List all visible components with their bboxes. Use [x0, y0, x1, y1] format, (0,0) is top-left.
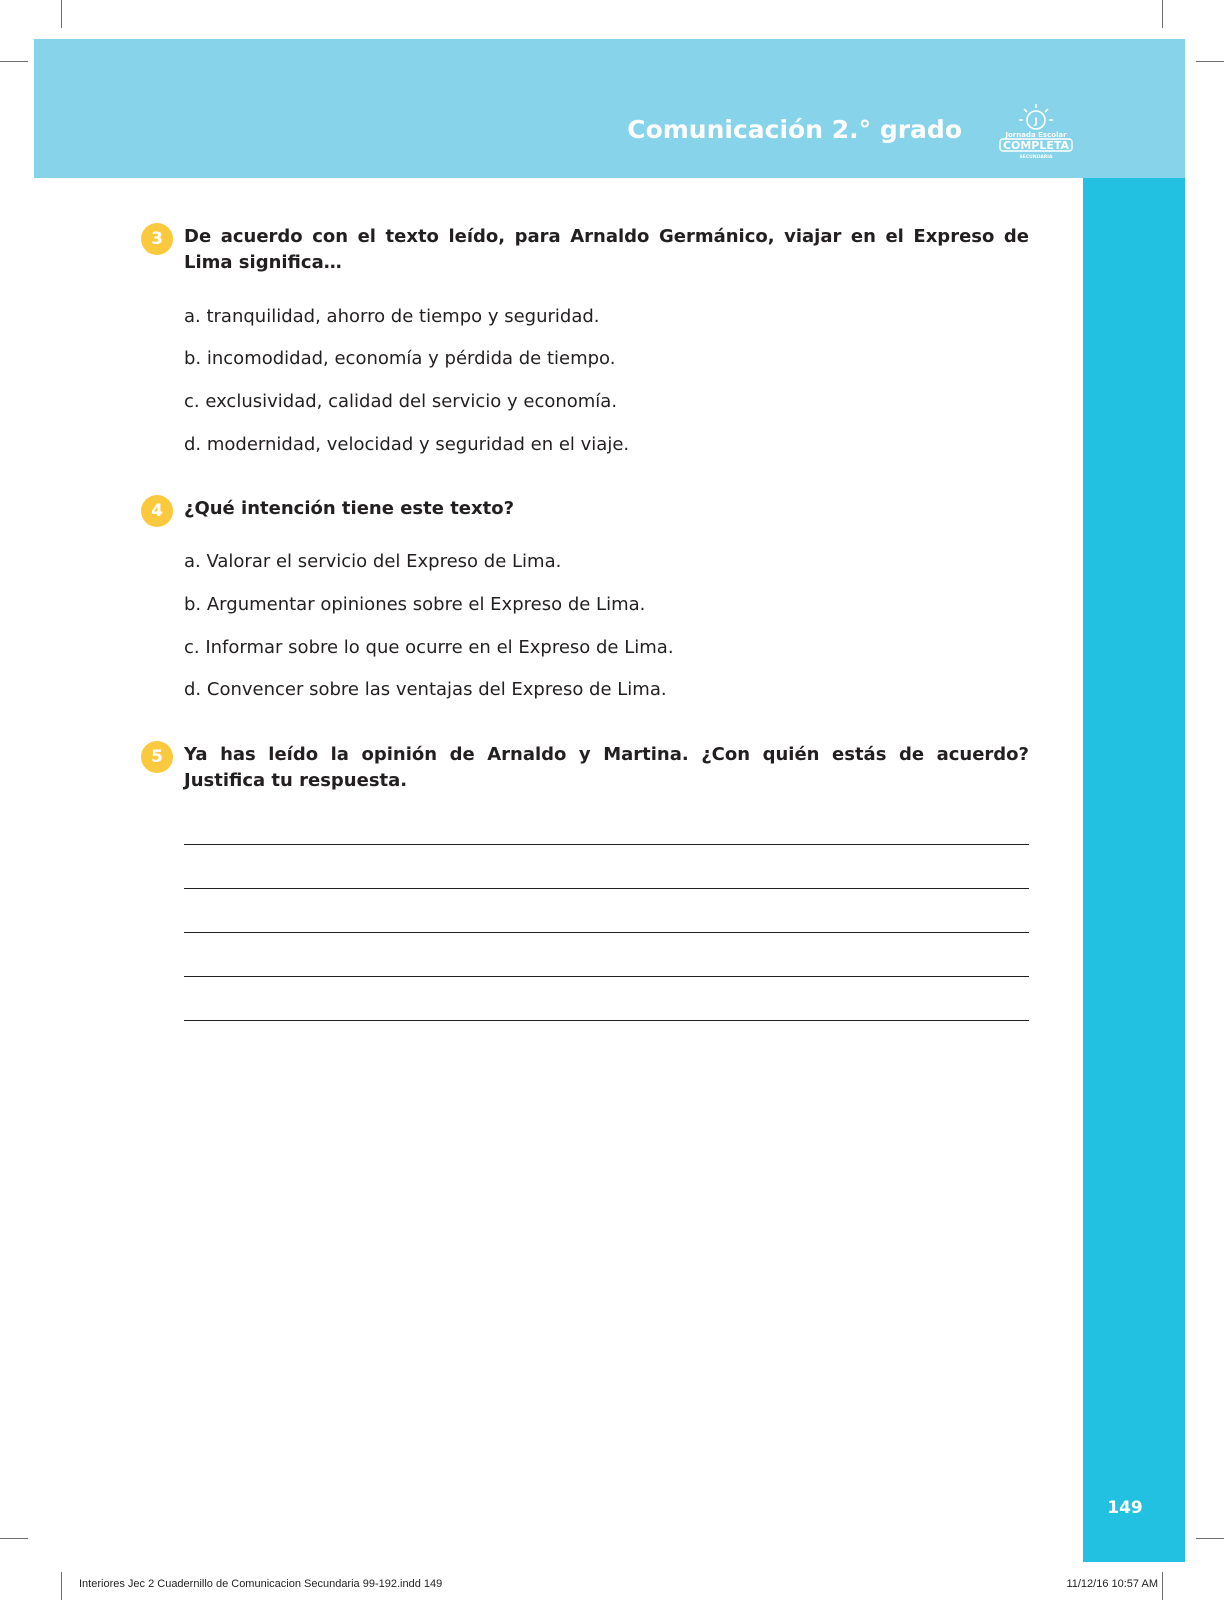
- crop-mark: [0, 1538, 28, 1539]
- logo-sub-text: SECUNDARIA: [1019, 155, 1053, 160]
- question-text: Ya has leído la opinión de Arnaldo y Martina. ¿Con quién estás de acuerdo? Justifica tu respuesta.: [184, 744, 1029, 791]
- crop-mark: [1196, 61, 1224, 62]
- question-number-badge: 5: [141, 741, 173, 773]
- crop-mark: [61, 1572, 62, 1600]
- answer-line[interactable]: [184, 844, 1029, 845]
- crop-mark: [1162, 1572, 1163, 1600]
- answer-option[interactable]: c. Informar sobre lo que ocurre en el Expreso de Lima.: [184, 637, 674, 658]
- crop-mark: [1196, 1538, 1224, 1539]
- question-number-badge: 3: [141, 223, 173, 255]
- answer-option[interactable]: d. modernidad, velocidad y seguridad en el viaje.: [184, 434, 630, 455]
- answer-option[interactable]: d. Convencer sobre las ventajas del Expreso de Lima.: [184, 679, 667, 700]
- crop-mark: [61, 0, 62, 28]
- page-title: Comunicación 2.° grado: [627, 115, 962, 144]
- answer-line[interactable]: [184, 976, 1029, 977]
- answer-option[interactable]: a. tranquilidad, ahorro de tiempo y seguridad.: [184, 306, 600, 327]
- jornada-escolar-completa-logo: [994, 100, 1078, 160]
- svg-text:J: J: [1034, 117, 1038, 127]
- answer-line[interactable]: [184, 932, 1029, 933]
- answer-line[interactable]: [184, 1020, 1029, 1021]
- footer-timestamp: 11/12/16 10:57 AM: [1066, 1578, 1158, 1590]
- side-band: [1083, 178, 1185, 1562]
- footer-file-info: Interiores Jec 2 Cuadernillo de Comunicacion Secundaria 99-192.indd 149: [79, 1578, 443, 1590]
- logo-main-text: COMPLETA: [1002, 139, 1070, 152]
- answer-option[interactable]: b. incomodidad, economía y pérdida de tiempo.: [184, 348, 616, 369]
- question-number-badge: 4: [141, 495, 173, 527]
- answer-option[interactable]: a. Valorar el servicio del Expreso de Lima.: [184, 551, 562, 572]
- question-text: De acuerdo con el texto leído, para Arnaldo Germánico, viajar en el Expreso de Lima significa…: [184, 226, 1029, 273]
- crop-mark: [1162, 0, 1163, 28]
- answer-line[interactable]: [184, 888, 1029, 889]
- answer-option[interactable]: b. Argumentar opiniones sobre el Expreso de Lima.: [184, 594, 646, 615]
- crop-mark: [0, 61, 28, 62]
- logo-top-text: Jornada Escolar: [1005, 131, 1067, 139]
- page-number: 149: [1107, 1498, 1143, 1518]
- question-text: ¿Qué intención tiene este texto?: [184, 498, 515, 519]
- answer-option[interactable]: c. exclusividad, calidad del servicio y economía.: [184, 391, 618, 412]
